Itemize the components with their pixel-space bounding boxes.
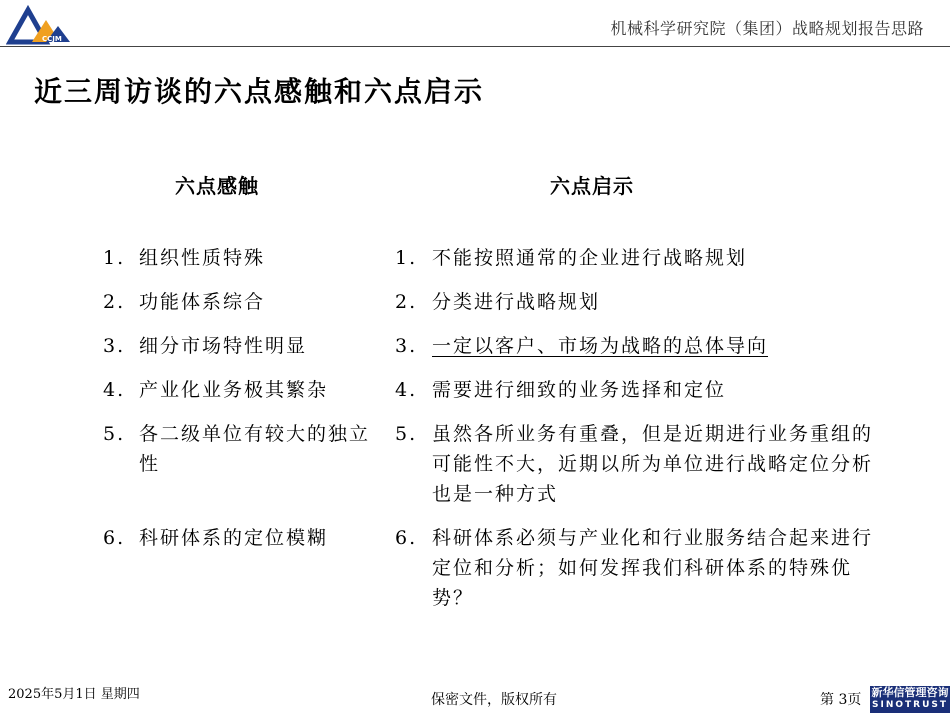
header-title: 机械科学研究院（集团）战略规划报告思路 — [610, 19, 924, 38]
company-logo — [6, 4, 72, 46]
list-item — [103, 419, 378, 479]
page-number: 第 3页 — [820, 692, 862, 708]
brand-name-en: SINOTRUST — [871, 700, 948, 710]
list-item — [395, 419, 875, 509]
item-text: 分类进行战略规划 — [432, 291, 601, 313]
right-column-heading: 六点启示 — [550, 174, 634, 198]
item-text: 组织性质特殊 — [139, 247, 266, 269]
item-number: 6. — [103, 527, 126, 549]
insights-list — [395, 243, 875, 613]
logo-text: CCJM — [42, 35, 62, 43]
item-text: 细分市场特性明显 — [139, 335, 308, 357]
list-item — [103, 243, 378, 273]
header-divider — [0, 46, 950, 47]
list-item — [103, 523, 378, 553]
footer-confidential: 保密文件，版权所有 — [431, 692, 557, 708]
list-item — [103, 287, 378, 317]
list-item — [395, 331, 875, 361]
item-number: 3. — [103, 335, 126, 357]
list-item — [395, 243, 875, 273]
item-text: 需要进行细致的业务选择和定位 — [432, 379, 727, 401]
item-number: 3. — [395, 335, 418, 357]
item-number: 1. — [103, 247, 126, 269]
item-text: 科研体系必须与产业化和行业服务结合起来进行定位和分析；如何发挥我们科研体系的特殊优势？ — [432, 527, 874, 609]
list-item — [103, 331, 378, 361]
list-item — [395, 523, 875, 613]
list-item — [395, 375, 875, 405]
brand-logo — [870, 686, 950, 713]
item-text: 虽然各所业务有重叠，但是近期进行业务重组的可能性不大，近期以所为单位进行战略定位分析也是一种方式 — [432, 423, 874, 505]
brand-name-cn: 新华信管理咨询 — [871, 686, 949, 699]
item-text: 各二级单位有较大的独立性 — [139, 423, 371, 475]
left-column-heading: 六点感触 — [175, 174, 259, 198]
item-text: 产业化业务极其繁杂 — [139, 379, 329, 401]
item-number: 5. — [103, 423, 126, 445]
list-item — [103, 375, 378, 405]
impressions-list — [103, 243, 378, 553]
footer-date: 2025年5月1日 星期四 — [8, 687, 140, 702]
item-text: 不能按照通常的企业进行战略规划 — [432, 247, 748, 269]
list-item — [395, 287, 875, 317]
item-text: 一定以客户、市场为战略的总体导向 — [432, 335, 769, 357]
item-number: 2. — [395, 291, 418, 313]
page-title: 近三周访谈的六点感触和六点启示 — [34, 75, 485, 108]
item-number: 5. — [395, 423, 418, 445]
item-number: 4. — [103, 379, 126, 401]
item-number: 4. — [395, 379, 418, 401]
item-number: 2. — [103, 291, 126, 313]
item-text: 功能体系综合 — [139, 291, 266, 313]
item-number: 1. — [395, 247, 418, 269]
item-number: 6. — [395, 527, 418, 549]
item-text: 科研体系的定位模糊 — [139, 527, 329, 549]
